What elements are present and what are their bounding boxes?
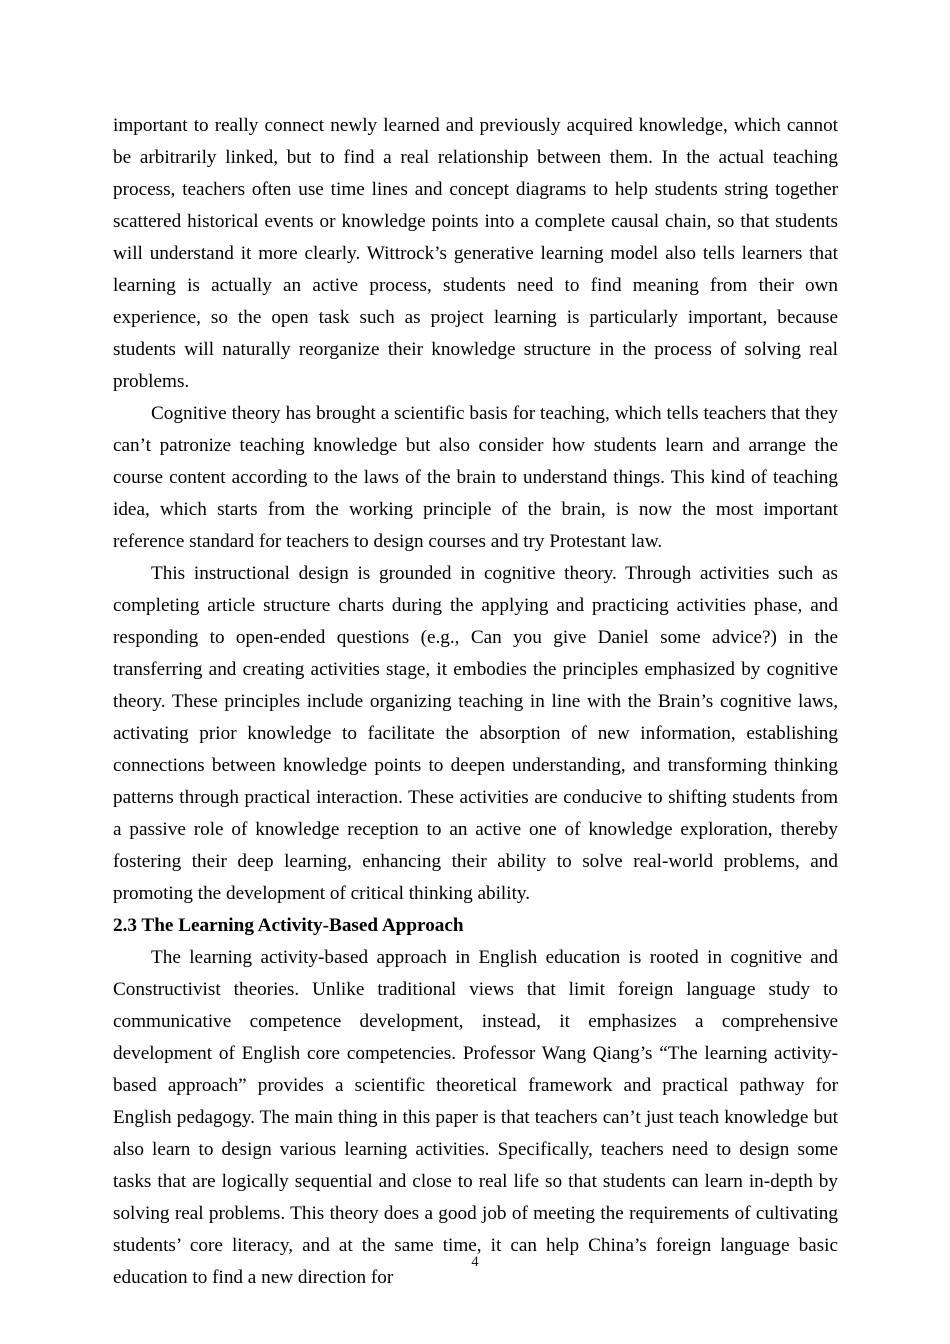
page-number: 4 [471,1254,479,1270]
section-heading-2-3: 2.3 The Learning Activity-Based Approach [113,915,464,936]
paragraph-cognitive-connect: important to really connect newly learned and previously acquired knowledge, which cannot be arbitrarily linked, but to find a real relationship between them. In the actual teaching process, teachers often use time lines and concept diagrams to help students string together scattered historical events or knowledge points into a complete causal chain, so that students will understand it more clearly. Wittrock’s generative learning model also tells learners that learning is actually an active process, students need to find meaning from their own experience, so the open task such as project learning is particularly important, because students will naturally reorganize their knowledge structure in the process of solving real problems. [113,115,838,392]
page-content [113,110,838,1294]
paragraph-learning-activity-approach: The learning activity-based approach in English education is rooted in cognitive and Constructivist theories. Unlike traditional views that limit foreign language study to communicative competence development, instead, it emphasizes a comprehensive development of English core competencies. Professor Wang Qiang’s “The learning activity-based approach” provides a scientific theoretical framework and practical pathway for English pedagogy. The main thing in this paper is that teachers can’t just teach knowledge but also learn to design various learning activities. Specifically, teachers need to design some tasks that are logically sequential and close to real life so that students can learn in-depth by solving real problems. This theory does a good job of meeting the requirements of cultivating students’ core literacy, and at the same time, it can help China’s foreign language basic education to find a new direction for [113,947,838,1288]
paragraph-instructional-design: This instructional design is grounded in cognitive theory. Through activities such as completing article structure charts during the applying and practicing activities phase, and responding to open-ended questions (e.g., Can you give Daniel some advice?) in the transferring and creating activities stage, it embodies the principles emphasized by cognitive theory. These principles include organizing teaching in line with the Brain’s cognitive laws, activating prior knowledge to facilitate the absorption of new information, establishing connections between knowledge points to deepen understanding, and transforming thinking patterns through practical interaction. These activities are conducive to shifting students from a passive role of knowledge reception to an active one of knowledge exploration, thereby fostering their deep learning, enhancing their ability to solve real-world problems, and promoting the development of critical thinking ability. [113,563,838,904]
paragraph-cognitive-theory-basis: Cognitive theory has brought a scientific basis for teaching, which tells teachers that they can’t patronize teaching knowledge but also consider how students learn and arrange the course content according to the laws of the brain to understand things. This kind of teaching idea, which starts from the working principle of the brain, is now the most important reference standard for teachers to design courses and try Protestant law. [113,403,838,552]
